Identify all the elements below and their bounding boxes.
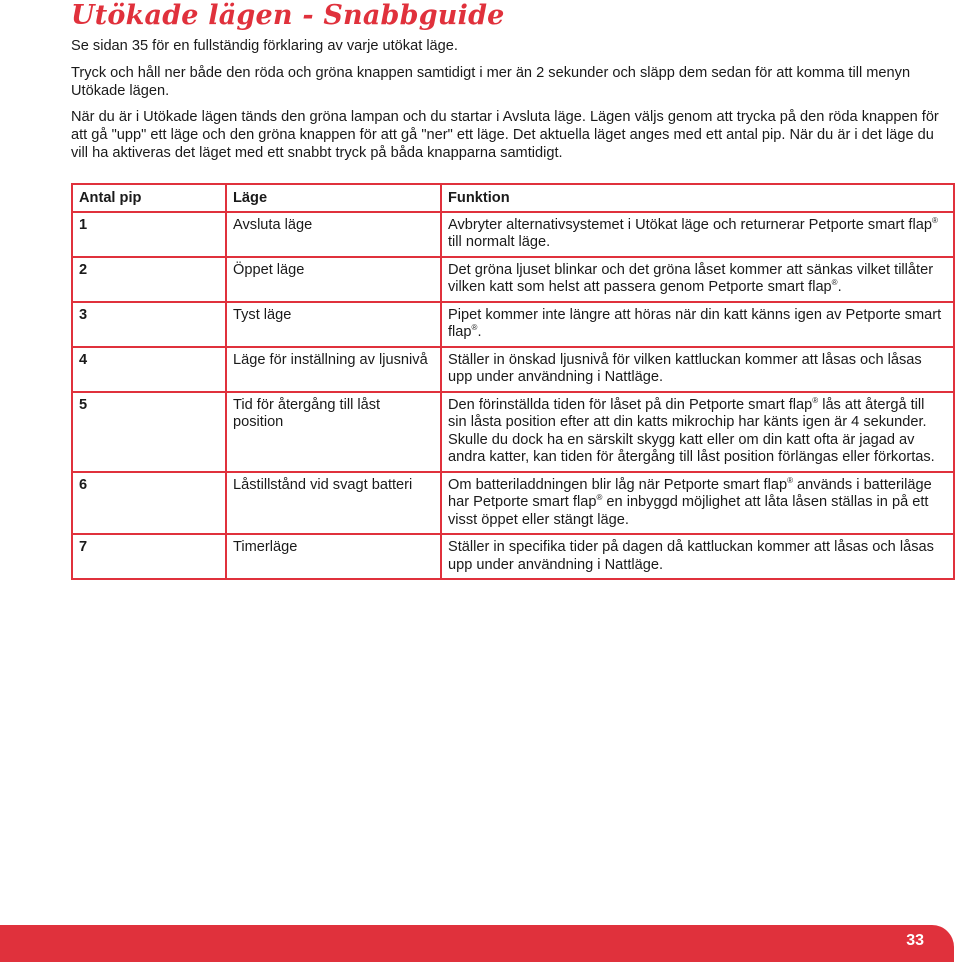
mode-name: Öppet läge (226, 257, 441, 302)
page-number: 33 (906, 932, 924, 949)
mode-name: Tid för återgång till låst position (226, 392, 441, 472)
pip-count: 6 (72, 472, 226, 535)
mode-name: Tyst läge (226, 302, 441, 347)
mode-function: Om batteriladdningen blir låg när Petporte smart flap® används i batteriläge har Petporte smart flap® en inbyggd möjlighet att låta låsen ställas in på ett visst öppet eller stängt läge. (441, 472, 954, 535)
mode-name: Läge för inställning av ljusnivå (226, 347, 441, 392)
table-row (72, 212, 954, 257)
modes-table (71, 183, 955, 580)
pip-count: 3 (72, 302, 226, 347)
header-function: Funktion (441, 184, 954, 212)
mode-name: Avsluta läge (226, 212, 441, 257)
table-row (72, 302, 954, 347)
pip-count: 5 (72, 392, 226, 472)
table-row (72, 347, 954, 392)
table-row (72, 472, 954, 535)
mode-function: Avbryter alternativsystemet i Utökat läge och returnerar Petporte smart flap® till normalt läge. (441, 212, 954, 257)
mode-function: Ställer in önskad ljusnivå för vilken kattluckan kommer att låsas och låsas upp under användning i Nattläge. (441, 347, 954, 392)
mode-name: Låstillstånd vid svagt batteri (226, 472, 441, 535)
header-pip-count: Antal pip (72, 184, 226, 212)
table-row (72, 392, 954, 472)
pip-count: 2 (72, 257, 226, 302)
intro-instruction: Tryck och håll ner både den röda och gröna knappen samtidigt i mer än 2 sekunder och släpp dem sedan för att komma till menyn Utökade lägen. (71, 65, 911, 99)
header-mode: Läge (226, 184, 441, 212)
mode-function: Den förinställda tiden för låset på din Petporte smart flap® lås att återgå till sin låsta position efter att din katts mikrochip har känts igen är 4 sekunder. Skulle du dock ha en särskilt skygg katt eller om din katt ofta är jagad av andra katter, kan tiden för återgång till låst position förlängas eller förkortas. (441, 392, 954, 472)
intro-explanation: När du är i Utökade lägen tänds den gröna lampan och du startar i Avsluta läge. Lägen väljs genom att trycka på den röda knappen för att gå "upp" ett läge och den gröna knappen för att gå "ner" ett läge. Det aktuella läget anges med ett antal pip. När du är i det läge du vill ha aktiveras det läget med ett snabbt tryck på båda knapparna samtidigt. (71, 109, 939, 161)
mode-function: Pipet kommer inte längre att höras när din katt känns igen av Petporte smart flap®. (441, 302, 954, 347)
table-row (72, 534, 954, 579)
page-title: Utökade lägen - Snabbguide (71, 0, 505, 31)
pip-count: 1 (72, 212, 226, 257)
pip-count: 7 (72, 534, 226, 579)
pip-count: 4 (72, 347, 226, 392)
footer-bar (0, 925, 954, 962)
intro-reference: Se sidan 35 för en fullständig förklaring av varje utökat läge. (71, 38, 458, 54)
mode-function: Det gröna ljuset blinkar och det gröna låset kommer att sänkas vilket tillåter vilken katt som helst att passera genom Petporte smart flap®. (441, 257, 954, 302)
table-row (72, 257, 954, 302)
table-header-row (72, 184, 954, 212)
mode-name: Timerläge (226, 534, 441, 579)
mode-function: Ställer in specifika tider på dagen då kattluckan kommer att låsas och låsas upp under användning i Nattläge. (441, 534, 954, 579)
